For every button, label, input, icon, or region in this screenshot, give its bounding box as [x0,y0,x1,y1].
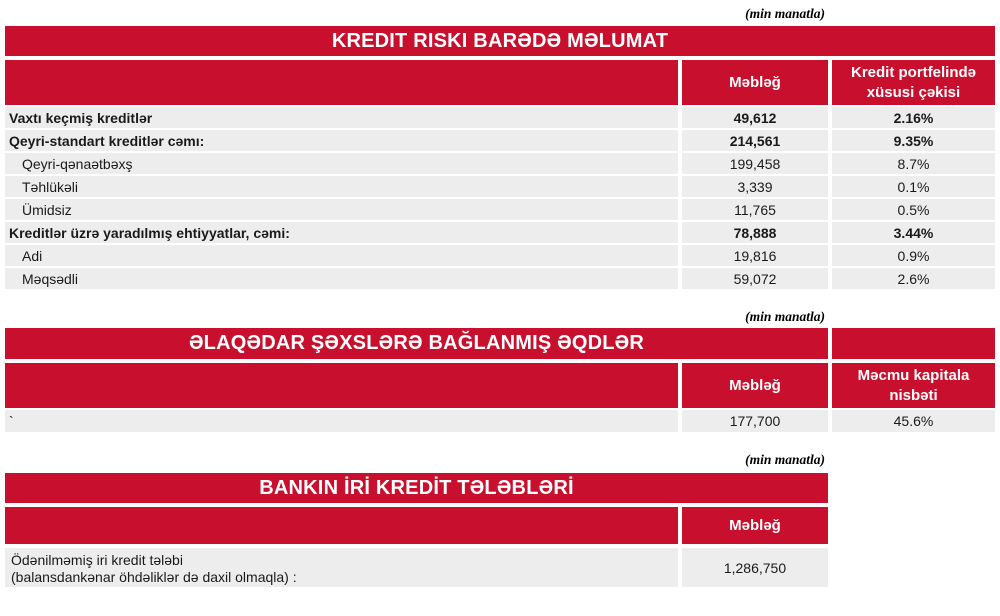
row-label: ` [5,410,678,432]
table-row [5,199,995,220]
credit-risk-header-amount: Məbləğ [682,60,828,105]
row-label [5,548,678,587]
row-amount: 78,888 [682,222,828,243]
row-label: Vaxtı keçmiş kreditlər [5,107,678,128]
credit-risk-header-share: Kredit portfelində xüsusi çəkisi [832,60,995,105]
unit-note-top: (min manatla) [745,6,825,21]
row-share: 8.7% [832,153,995,174]
row-amount: 177,700 [682,410,828,432]
row-label-line1: Ödənilməmiş iri kredit tələbi [11,552,183,568]
row-label: Məqsədli [5,268,678,289]
large-credit-title: BANKIN İRİ KREDİT TƏLƏBLƏRİ [5,473,828,503]
row-share: 2.16% [832,107,995,128]
row-label: Təhlükəli [5,176,678,197]
row-label-lines [9,549,297,586]
related-parties-header-empty [5,363,678,408]
row-amount: 199,458 [682,153,828,174]
related-parties-table [5,328,995,432]
large-credit-header-empty [5,507,678,544]
row-share: 3.44% [832,222,995,243]
row-label: Adi [5,245,678,266]
row-ratio: 45.6% [832,410,995,432]
related-parties-header-amount: Məbləğ [682,363,828,408]
row-amount: 1,286,750 [682,548,828,587]
row-amount: 214,561 [682,130,828,151]
table-row [5,130,995,151]
large-credit-header-amount: Məbləğ [682,507,828,544]
row-share: 0.5% [832,199,995,220]
credit-risk-header-empty [5,60,678,105]
related-parties-title: ƏLAQƏDAR ŞƏXSLƏRƏ BAĞLANMIŞ ƏQDLƏR [5,328,828,359]
table-row [5,153,995,174]
related-parties-header-ratio: Məcmu kapitala nisbəti [832,363,995,408]
table-row [5,245,995,266]
table-row [5,548,995,587]
unit-note-related: (min manatla) [745,309,825,324]
related-parties-header-row [5,363,995,408]
table-row [5,222,995,243]
table-row [5,268,995,289]
row-amount: 59,072 [682,268,828,289]
large-credit-header-row [5,507,995,544]
row-share: 9.35% [832,130,995,151]
row-label-line2: (balansdankənar öhdəliklər də daxil olmaqla) : [11,569,297,585]
row-label: Kreditlər üzrə yaradılmış ehtiyyatlar, cəmi: [5,222,678,243]
row-label: Qeyri-standart kreditlər cəmı: [5,130,678,151]
table-row [5,176,995,197]
related-parties-title-row [5,328,995,359]
large-credit-table [5,473,995,587]
table-row [5,107,995,128]
credit-risk-title: KREDIT RISKI BARƏDƏ MƏLUMAT [5,26,995,56]
row-label: Qeyri-qənaətbəxş [5,153,678,174]
related-parties-title-spacer [832,328,995,359]
unit-note-large-credit: (min manatla) [745,452,825,467]
row-share: 0.1% [832,176,995,197]
row-amount: 49,612 [682,107,828,128]
row-share: 2.6% [832,268,995,289]
credit-risk-table [5,26,995,289]
row-amount: 19,816 [682,245,828,266]
credit-risk-header-row [5,60,995,105]
row-share: 0.9% [832,245,995,266]
row-amount: 3,339 [682,176,828,197]
table-row [5,410,995,432]
row-amount: 11,765 [682,199,828,220]
row-label: Ümidsiz [5,199,678,220]
